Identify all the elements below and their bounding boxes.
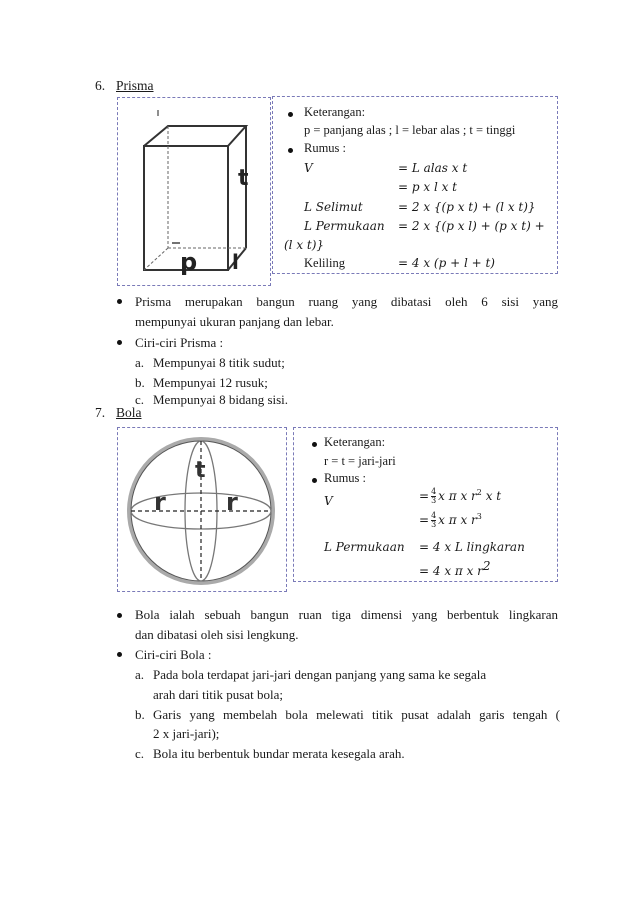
list-marker: a. bbox=[135, 667, 145, 682]
bola-desc-line2: dan dibatasi oleh sisi lengkung. bbox=[135, 627, 299, 642]
volume-formula-1: = L alas x t bbox=[398, 161, 468, 175]
sphere-label-r-right: r bbox=[226, 488, 238, 516]
list-item: Mempunyai 12 rusuk; bbox=[153, 375, 268, 390]
section-prisma-heading bbox=[95, 78, 154, 94]
fraction: $\frac{4}{3}$ bbox=[431, 487, 437, 505]
bullet-icon bbox=[312, 442, 317, 447]
prisma-desc-line2: mempunyai ukuran panjang dan lebar. bbox=[135, 314, 334, 329]
section-number: 7. bbox=[95, 405, 106, 420]
rumus-label: Rumus : bbox=[304, 141, 347, 155]
bullet-icon bbox=[117, 652, 122, 657]
list-marker: a. bbox=[135, 355, 145, 370]
rumus-label: Rumus : bbox=[324, 471, 367, 485]
section-number: 6. bbox=[95, 78, 106, 93]
keterangan-text: r = t = jari-jari bbox=[324, 454, 396, 468]
list-item: Garis yang membelah bola melewati titik pusat adalah garis tengah ( bbox=[153, 707, 560, 722]
list-item: Mempunyai 8 bidang sisi. bbox=[153, 392, 289, 407]
bullet-icon bbox=[117, 340, 122, 345]
permukaan-formula: = 2 x {(p x l) + (p x t) + bbox=[398, 219, 545, 233]
sphere-label-r-left: r bbox=[154, 488, 166, 516]
prism-top-face bbox=[144, 126, 246, 146]
list-marker: c. bbox=[135, 746, 145, 761]
prisma-formula-box bbox=[272, 96, 558, 274]
permukaan-formula-2: = 4 x π x $r^2$ bbox=[419, 559, 491, 578]
permukaan-formula-1: = 4 x L lingkaran bbox=[419, 540, 525, 554]
list-item: Pada bola terdapat jari-jari dengan panjang yang sama ke segala bbox=[153, 667, 487, 682]
keliling-label: Keliling bbox=[304, 256, 345, 270]
section-title: Prisma bbox=[116, 78, 154, 93]
list-marker: b. bbox=[135, 375, 145, 390]
list-marker: c. bbox=[135, 392, 145, 407]
bola-formula-box bbox=[293, 427, 558, 582]
permukaan-label: L Permukaan bbox=[324, 540, 405, 554]
section-title: Bola bbox=[116, 405, 142, 420]
volume-label: V bbox=[324, 494, 333, 508]
selimut-label: L Selimut bbox=[304, 200, 363, 214]
bullet-icon bbox=[312, 478, 317, 483]
list-item-cont: arah dari titik pusat bola; bbox=[153, 687, 283, 702]
keterangan-text: p = panjang alas ; l = lebar alas ; t = tinggi bbox=[304, 123, 516, 137]
keterangan-label: Keterangan: bbox=[324, 435, 386, 449]
prisma-figure-box bbox=[117, 97, 271, 286]
bullet-icon bbox=[117, 613, 122, 618]
prism-label-l: l bbox=[232, 250, 239, 274]
sphere-label-t: t bbox=[195, 458, 206, 483]
bola-figure bbox=[118, 428, 286, 591]
bola-figure-box bbox=[117, 427, 287, 592]
prisma-desc-line1: Prisma merupakan bangun ruang yang dibatasi oleh 6 sisi yang bbox=[135, 294, 558, 309]
list-item-cont: 2 x jari-jari); bbox=[153, 726, 220, 741]
prisma-ciri-title: Ciri-ciri Prisma : bbox=[135, 335, 224, 350]
permukaan-label: L Permukaan bbox=[304, 219, 385, 233]
bola-desc-line1: Bola ialah sebuah bangun ruan tiga dimensi yang berbentuk lingkaran bbox=[135, 607, 558, 622]
volume-formula-2: = p x l x t bbox=[398, 180, 458, 194]
volume-label: V bbox=[304, 161, 313, 175]
fraction: $\frac{4}{3}$ bbox=[431, 511, 437, 529]
bullet-icon bbox=[288, 112, 293, 117]
prism-label-t: t bbox=[238, 166, 249, 191]
section-bola-heading bbox=[95, 405, 142, 421]
volume-formula-2: = $\frac{4}{3}$ x π x $r^3$ bbox=[419, 511, 482, 529]
keliling-formula: = 4 x (p + l + t) bbox=[398, 256, 495, 270]
list-marker: b. bbox=[135, 707, 145, 722]
list-item: Bola itu berbentuk bundar merata kesegala arah. bbox=[153, 746, 405, 761]
bullet-icon bbox=[288, 148, 293, 153]
prism-label-p: p bbox=[180, 248, 198, 276]
list-item: Mempunyai 8 titik sudut; bbox=[153, 355, 285, 370]
keterangan-label: Keterangan: bbox=[304, 105, 366, 119]
volume-formula-1: = $\frac{4}{3}$ x π x $r^2$ x t bbox=[419, 487, 502, 505]
prism-hidden-edge bbox=[144, 248, 168, 270]
bullet-icon bbox=[117, 299, 122, 304]
selimut-formula: = 2 x {(p x t) + (l x t)} bbox=[398, 200, 536, 214]
bola-ciri-title: Ciri-ciri Bola : bbox=[135, 647, 212, 662]
permukaan-formula-cont: (l x t)} bbox=[284, 238, 325, 252]
